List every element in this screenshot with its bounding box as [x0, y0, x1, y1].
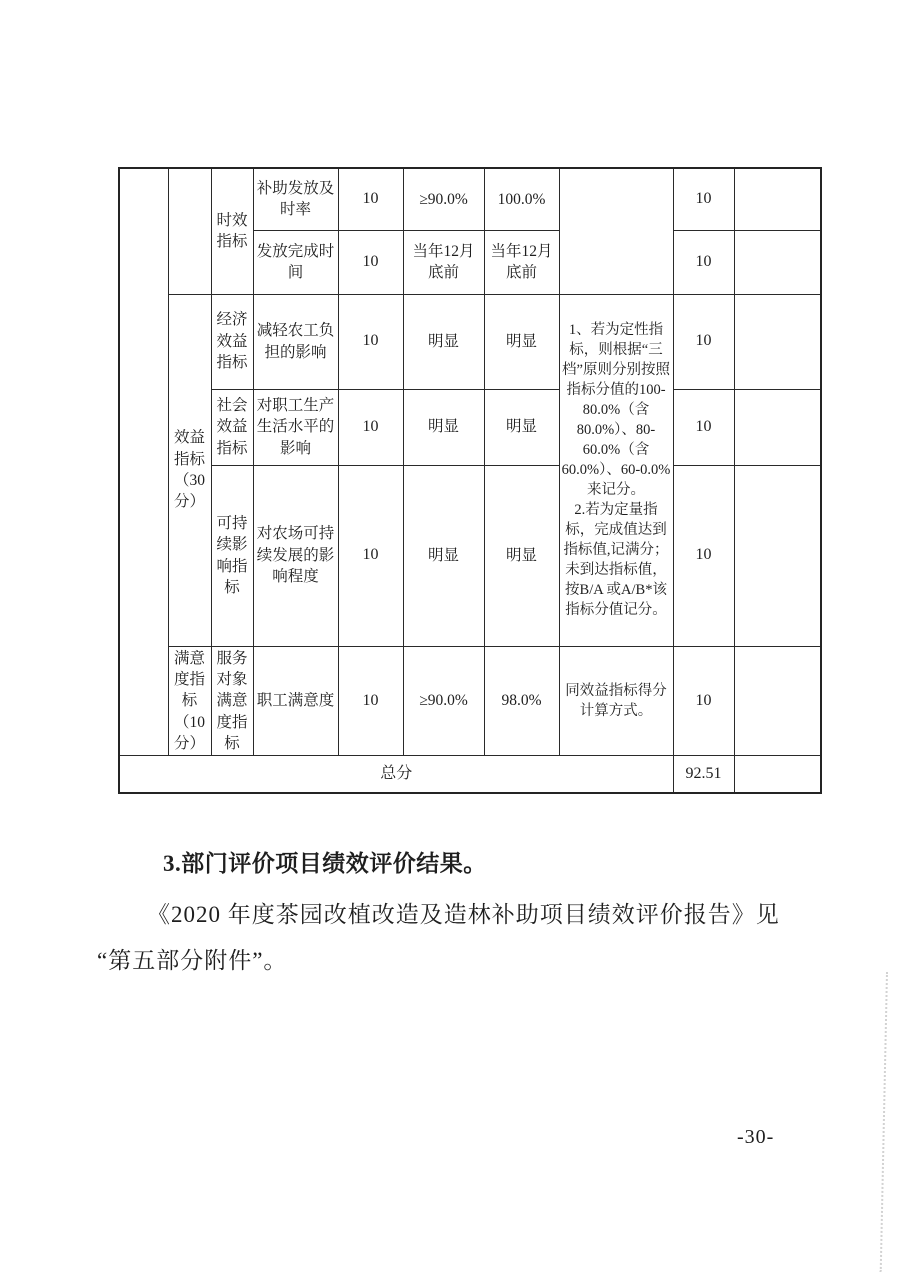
- cell-actual-value: 明显: [484, 389, 559, 465]
- cell-level1-empty: [119, 168, 168, 756]
- cell-remark: [734, 756, 821, 793]
- cell-subgroup-timeliness: 时效指标: [211, 168, 253, 294]
- table-row: [119, 646, 821, 756]
- cell-weight: 10: [338, 389, 403, 465]
- cell-indicator-name: 对农场可持续发展的影响程度: [253, 465, 338, 646]
- cell-target-value: 明显: [403, 294, 484, 389]
- cell-group-empty: [168, 168, 211, 294]
- cell-actual-value: 明显: [484, 294, 559, 389]
- cell-remark: [734, 294, 821, 389]
- cell-scoring-note: [559, 294, 673, 646]
- cell-points: 10: [673, 294, 734, 389]
- performance-indicator-table: [118, 167, 822, 794]
- table-row: [119, 294, 821, 389]
- cell-scoring-note-satisfaction: 同效益指标得分计算方式。: [559, 646, 673, 756]
- cell-points: 10: [673, 168, 734, 230]
- cell-subgroup-social: 社会效益指标: [211, 389, 253, 465]
- cell-actual-value: 当年12月底前: [484, 230, 559, 294]
- cell-remark: [734, 646, 821, 756]
- cell-indicator-name: 减轻农工负担的影响: [253, 294, 338, 389]
- cell-target-value: 明显: [403, 389, 484, 465]
- cell-weight: 10: [338, 646, 403, 756]
- cell-actual-value: 98.0%: [484, 646, 559, 756]
- page-number: -30-: [737, 1126, 775, 1148]
- cell-total-value: 92.51: [673, 756, 734, 793]
- cell-points: 10: [673, 646, 734, 756]
- scoring-note-paragraph-1: 1、若为定性指标，则根据“三档”原则分别按照指标分值的100-80.0%（含80.0%）、80-60.0%（含60.0%）、60-0.0%来记分。: [561, 322, 671, 498]
- cell-group-satisfaction: 满意度指标（10分）: [168, 646, 211, 756]
- cell-points: 10: [673, 465, 734, 646]
- cell-indicator-name: 发放完成时间: [253, 230, 338, 294]
- cell-subgroup-economic: 经济效益指标: [211, 294, 253, 389]
- cell-target-value: ≥90.0%: [403, 168, 484, 230]
- cell-group-benefit: 效益指标（30分）: [168, 294, 211, 646]
- cell-points: 10: [673, 389, 734, 465]
- cell-weight: 10: [338, 168, 403, 230]
- cell-weight: 10: [338, 465, 403, 646]
- cell-subgroup-sustainability: 可持续影响指标: [211, 465, 253, 646]
- cell-remark: [734, 389, 821, 465]
- cell-actual-value: 明显: [484, 465, 559, 646]
- cell-indicator-name: 职工满意度: [253, 646, 338, 756]
- cell-total-label: 总分: [119, 756, 673, 793]
- cell-indicator-name: 对职工生产生活水平的影响: [253, 389, 338, 465]
- scan-artifact-line: [880, 972, 888, 1272]
- cell-weight: 10: [338, 230, 403, 294]
- table-row: [119, 465, 821, 646]
- cell-scoring-note-empty: [559, 168, 673, 294]
- paragraph-line-1: 《2020 年度茶园改植改造及造林补助项目绩效评价报告》见: [147, 902, 780, 927]
- body-paragraph: [97, 892, 811, 984]
- cell-remark: [734, 230, 821, 294]
- cell-target-value: 当年12月底前: [403, 230, 484, 294]
- cell-target-value: 明显: [403, 465, 484, 646]
- table-total-row: [119, 756, 821, 793]
- cell-actual-value: 100.0%: [484, 168, 559, 230]
- table-row: [119, 389, 821, 465]
- cell-points: 10: [673, 230, 734, 294]
- cell-weight: 10: [338, 294, 403, 389]
- table-row: [119, 168, 821, 230]
- cell-target-value: ≥90.0%: [403, 646, 484, 756]
- paragraph-line-2: “第五部分附件”。: [97, 948, 288, 973]
- cell-remark: [734, 168, 821, 230]
- cell-indicator-name: 补助发放及时率: [253, 168, 338, 230]
- scoring-note-paragraph-2: 2.若为定量指标，完成值达到指标值,记满分；未到达指标值，按B/A 或A/B*该指标分值记分。: [563, 502, 669, 618]
- cell-remark: [734, 465, 821, 646]
- cell-subgroup-service-target: 服务对象满意度指标: [211, 646, 253, 756]
- section-heading: 3.部门评价项目绩效评价结果。: [163, 851, 487, 876]
